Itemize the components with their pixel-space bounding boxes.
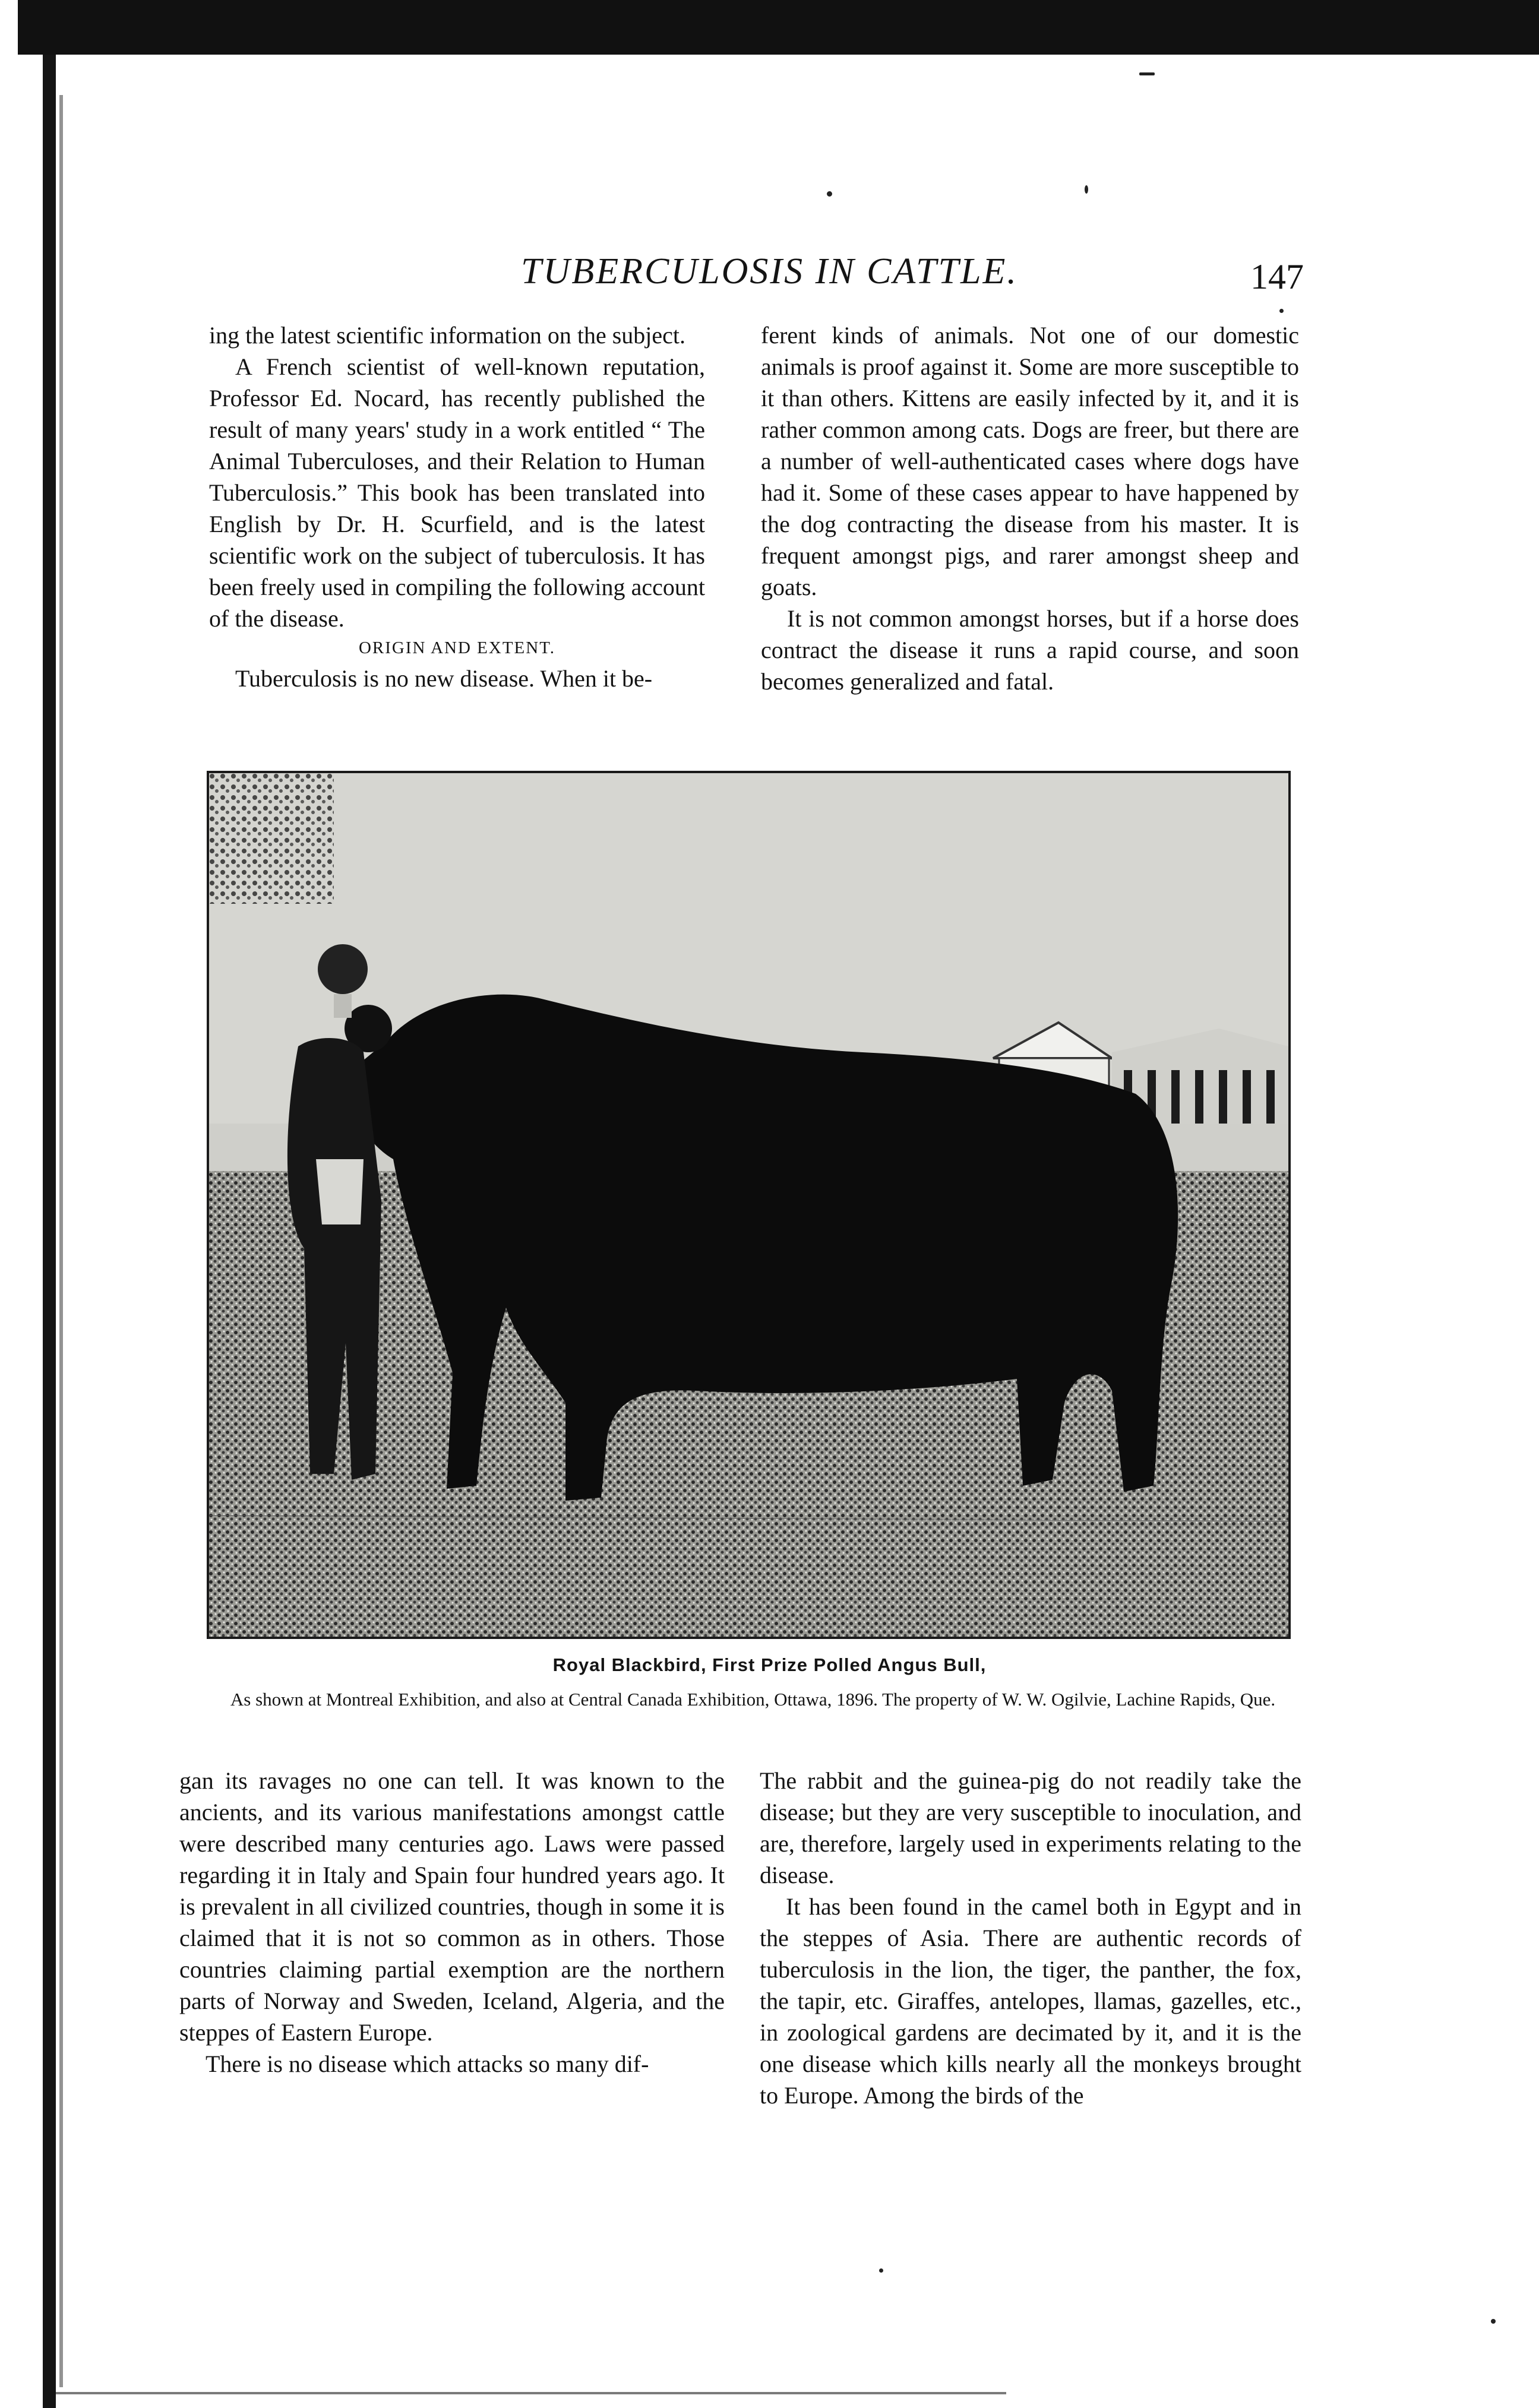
scan-left-shadow (59, 95, 63, 2387)
scan-top-border (18, 0, 1539, 55)
scan-speck (1139, 72, 1155, 75)
paragraph: ing the latest scientific information on the subject. (209, 322, 686, 349)
paragraph: There is no disease which attacks so many dif- (206, 2051, 649, 2077)
paragraph: It has been found in the camel both in Egypt and in the steppes of Asia. There are authentic records of tuberculosis in the lion, the tiger, the panther, the fox, the tapir, etc. Giraffes, antelopes, llamas, gazelles, etc., in zoological gardens are decimated by it, and it is the one disease which kills nearly all the monkeys brought to Europe. Among the birds of the (760, 1893, 1301, 2109)
paragraph: gan its ravages no one can tell. It was known to the ancients, and its various manifestations amongst cattle were described many centuries ago. Laws were passed regarding it in Italy and Spain four hundred years ago. It is prevalent in all civilized countries, though in some it is claimed that it is not so common as in others. Those countries claiming partial exemption are the northern parts of Norway and Sweden, Iceland, Algeria, and the steppes of Eastern Europe. (179, 1767, 725, 2046)
running-title: TUBERCULOSIS IN CATTLE. (521, 251, 1018, 292)
page-number: 147 (1250, 257, 1304, 296)
section-heading: ORIGIN AND EXTENT. (358, 638, 556, 657)
scan-speck (1491, 2319, 1496, 2324)
scan-speck (1085, 185, 1088, 194)
paragraph: The rabbit and the guinea-pig do not readily take the disease; but they are very susceptible to inoculation, and are, therefore, largely used in experiments relating to the disease. (760, 1767, 1301, 1888)
scan-speck (827, 191, 832, 197)
bull-photograph (207, 771, 1291, 1639)
scan-left-border (43, 55, 56, 2408)
text-column-top-left (209, 319, 705, 694)
paragraph: A French scientist of well-known reputation, Professor Ed. Nocard, has recently published the result of many years' study in a work entitled “ The Animal Tuberculoses, and their Relation to Human Tuberculosis.” This book has been translated into English by Dr. H. Scurfield, and is the latest scientific work on the subject of tuberculosis. It has been freely used in compiling the following account of the disease. (209, 353, 705, 632)
text-column-bottom-left (179, 1765, 725, 2080)
scan-speck (1279, 309, 1284, 313)
scan-speck (879, 2268, 883, 2273)
scan-bottom-rule (56, 2392, 1006, 2394)
figure-caption-text: As shown at Montreal Exhibition, and also at Central Canada Exhibition, Ottawa, 1896. The property of W. W. Ogilvie, Lachine Rapids, Que. (230, 1689, 1276, 1710)
paragraph: It is not common amongst horses, but if a horse does contract the disease it runs a rapid course, and soon becomes generalized and fatal. (761, 605, 1299, 695)
figure-caption-title: Royal Blackbird, First Prize Polled Angus Bull, (552, 1654, 987, 1675)
text-column-top-right (761, 319, 1299, 697)
paragraph: ferent kinds of animals. Not one of our domestic animals is proof against it. Some are more susceptible to it than others. Kittens are easily infected by it, and it is rather common among cats. Dogs are freer, but there are a number of well-authenticated cases where dogs have had it. Some of these cases appear to have happened by the dog contracting the disease from his master. It is frequent amongst pigs, and rarer amongst sheep and goats. (761, 322, 1299, 600)
paragraph: Tuberculosis is no new disease. When it be- (235, 665, 653, 692)
text-column-bottom-right (760, 1765, 1301, 2111)
